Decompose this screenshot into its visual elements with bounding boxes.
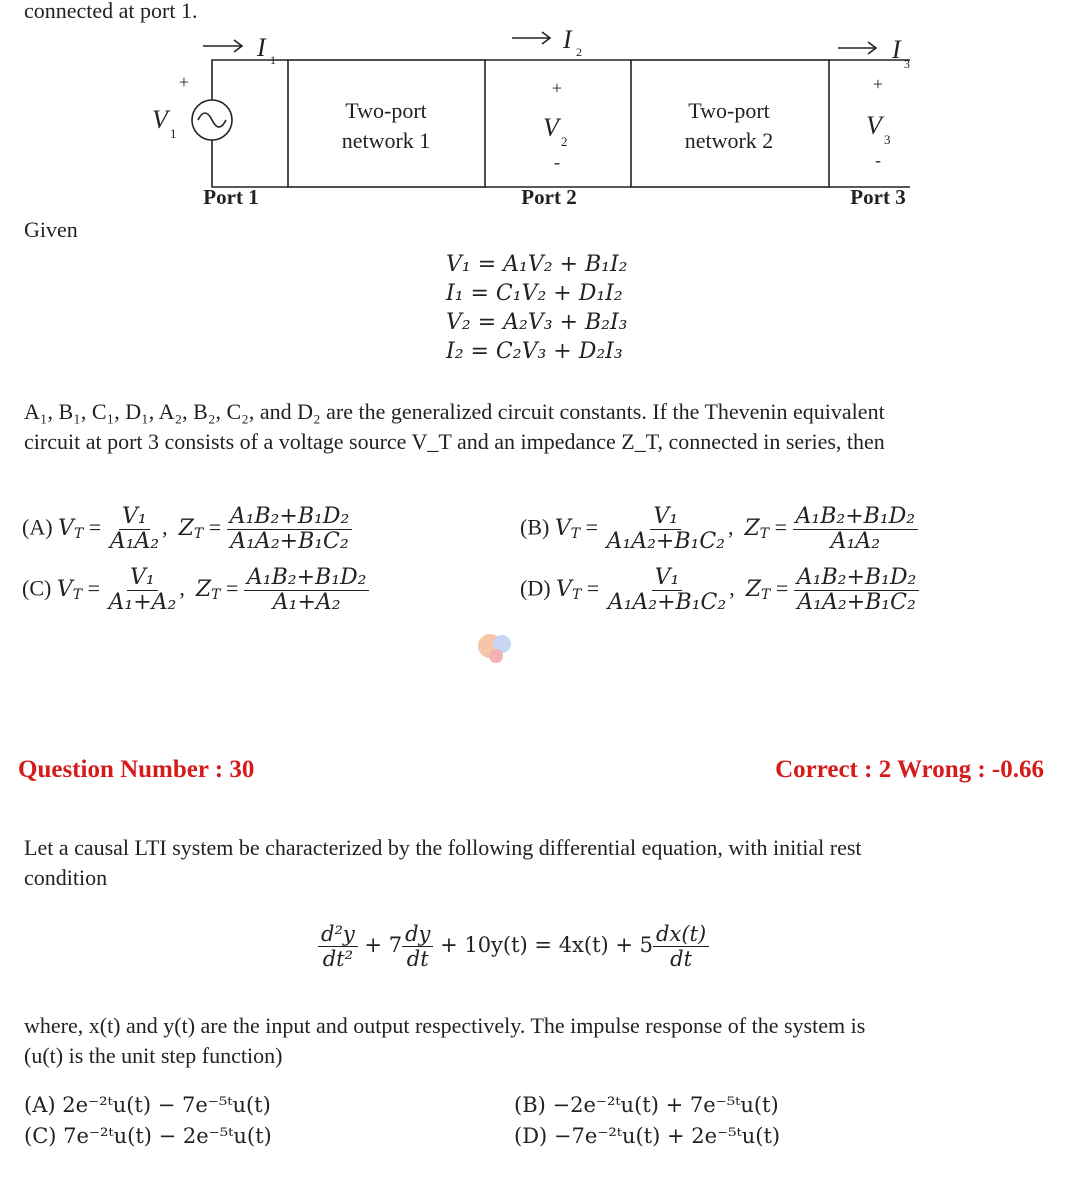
q30-where-line-2: (u(t) is the unit step function) — [24, 1043, 283, 1068]
question-number: Question Number : 30 — [18, 756, 255, 783]
option-a-vt-denominator: A₁A₂ — [109, 529, 160, 554]
equation-2: I₁ = C₁V₂ + D₁I₂ — [446, 281, 623, 306]
option-b-vt-denominator: A₁A₂+B₁C₂ — [606, 529, 725, 554]
option-b-zt-denominator: A₁A₂ — [830, 529, 881, 554]
port1-plus: + — [178, 72, 190, 92]
equation-1: V₁ = A₁V₂ + B₁I₂ — [446, 252, 628, 277]
option-c-vt-numerator: V₁ — [127, 566, 158, 591]
port2-label: Port 2 — [521, 185, 577, 209]
v1-subscript: 1 — [170, 126, 177, 141]
option-a-zt-denominator: A₁A₂+B₁C₂ — [230, 529, 349, 554]
option-b-zt-numerator: A₁B₂+B₁D₂ — [793, 505, 919, 530]
option-d-vt-numerator: V₁ — [652, 566, 683, 591]
option-c-zt-numerator: A₁B₂+B₁D₂ — [244, 566, 370, 591]
v2-subscript: 2 — [561, 134, 568, 149]
network2-label-line1: Two-port — [688, 98, 770, 123]
port2-plus: + — [551, 78, 563, 98]
eq-term1-denominator: dt² — [322, 947, 354, 971]
option-d-zt-denominator: A₁A₂+B₁C₂ — [797, 590, 916, 615]
option-d-vt-denominator: A₁A₂+B₁C₂ — [607, 590, 727, 615]
q29-option-c[interactable]: (C) $V_T$ = $\frac{\text{V₁}}{\text{A₁+A₂}}$ , $Z_T$ = $\frac{\text{A₁B₂+B₁D₂}}{\text{A₁+A₂}}$ — [22, 566, 369, 615]
eq-term2-numerator: dy — [402, 922, 433, 947]
v2-label: V — [543, 113, 559, 142]
q30-line-2: condition — [24, 865, 108, 890]
i1-subscript: 1 — [270, 53, 276, 67]
port1-label: Port 1 — [203, 185, 259, 209]
q29-option-d[interactable]: (D) $V_T$ = $\frac{\text{V₁}}{\text{A₁A₂+B₁C₂}}$ , $Z_T$ = $\frac{\text{A₁B₂+B₁D₂}}{\text{A₁A₂+B₁C₂}}$ — [520, 566, 919, 615]
option-a-vt-numerator: V₁ — [119, 505, 150, 530]
previous-question-fragment: connected at port 1. — [24, 0, 198, 23]
port2-minus: - — [554, 152, 560, 172]
eq-plus7: + 7 — [364, 933, 403, 957]
question-marks: Correct : 2 Wrong : -0.66 — [775, 756, 1044, 783]
q29-option-a[interactable]: (A) $V_T$ = $\frac{\text{V₁}}{\text{A₁A₂}}$ , $Z_T$ = $\frac{\text{A₁B₂+B₁D₂}}{\text{A₁A₂+B₁C₂}}$ — [22, 505, 352, 554]
v3-label: V — [866, 111, 882, 140]
eq-term3-denominator: dt — [670, 947, 693, 971]
q30-options-right — [514, 1090, 780, 1152]
option-c-zt-denominator: A₁+A₂ — [272, 590, 341, 615]
q30-where-line-1: where, x(t) and y(t) are the input and output respectively. The impulse response of the system is — [24, 1013, 866, 1038]
q29-line-2: circuit at port 3 consists of a voltage source V_T and an impedance Z_T, connected in series, then — [24, 429, 885, 454]
given-label: Given — [24, 217, 78, 242]
option-a-zt-numerator: A₁B₂+B₁D₂ — [227, 505, 353, 530]
option-c-vt-denominator: A₁+A₂ — [108, 590, 177, 615]
q29-statement — [24, 397, 1054, 457]
i3-label: I — [892, 35, 901, 64]
v1-label: V — [152, 105, 168, 134]
q30-options-left — [24, 1090, 272, 1152]
q29-option-b[interactable]: (B) $V_T$ = $\frac{\text{V₁}}{\text{A₁A₂+B₁C₂}}$ , $Z_T$ = $\frac{\text{A₁B₂+B₁D₂}}{\text{A₁A₂}}$ — [520, 505, 918, 554]
network1-label-line2: network 1 — [341, 128, 431, 153]
eq-term2-denominator: dt — [406, 947, 429, 971]
network1-label-line1: Two-port — [345, 98, 427, 123]
q30-option-b[interactable]: (B) −2e⁻²ᵗu(t) + 7e⁻⁵ᵗu(t) — [514, 1093, 779, 1117]
i2-label: I — [563, 25, 572, 54]
port3-plus: + — [872, 74, 884, 94]
q30-differential-equation — [318, 922, 709, 971]
q30-where-text — [24, 1011, 1054, 1071]
watermark-logo-icon — [472, 626, 522, 670]
port3-minus: - — [875, 150, 881, 170]
eq-term3-numerator: dx(t) — [653, 922, 709, 947]
eq-middle: + 10y(t) = 4x(t) + 5 — [440, 933, 654, 957]
given-equations — [446, 250, 627, 366]
v3-subscript: 3 — [884, 132, 891, 147]
q30-option-c[interactable]: (C) 7e⁻²ᵗu(t) − 2e⁻⁵ᵗu(t) — [24, 1124, 272, 1148]
two-port-circuit-diagram — [0, 20, 1068, 220]
q30-option-d[interactable]: (D) −7e⁻²ᵗu(t) + 2e⁻⁵ᵗu(t) — [514, 1124, 781, 1148]
eq-term1-numerator: d²y — [318, 922, 358, 947]
i3-subscript: 3 — [904, 57, 910, 71]
network2-label-line2: network 2 — [684, 128, 774, 153]
equation-4: I₂ = C₂V₃ + D₂I₃ — [446, 339, 623, 364]
q29-line-1: A₁, B₁, C₁, D₁, A₂, B₂, C₂, and D₂ are the generalized circuit constants. If the Thevenin equivalent — [24, 399, 885, 424]
q30-statement — [24, 833, 1054, 893]
option-d-zt-numerator: A₁B₂+B₁D₂ — [794, 566, 920, 591]
option-b-vt-numerator: V₁ — [650, 505, 681, 530]
port3-label: Port 3 — [850, 185, 906, 209]
i1-label: I — [257, 33, 266, 62]
equation-3: V₂ = A₂V₃ + B₂I₃ — [446, 310, 628, 335]
q30-line-1: Let a causal LTI system be characterized by the following differential equation, with initial rest — [24, 835, 862, 860]
i2-subscript: 2 — [576, 45, 582, 59]
q30-option-a[interactable]: (A) 2e⁻²ᵗu(t) − 7e⁻⁵ᵗu(t) — [24, 1093, 271, 1117]
